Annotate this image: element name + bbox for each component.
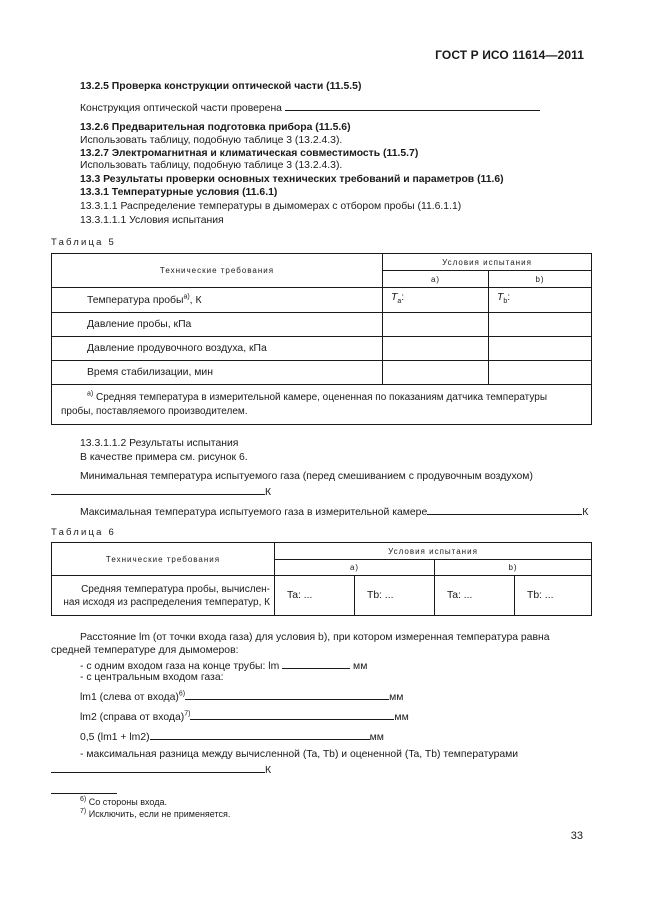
table6-col-requirements: Технические требования xyxy=(52,543,275,576)
table5-cell-ta: $T_a$: xyxy=(383,288,489,313)
table5-col-requirements: Технические требования xyxy=(52,254,383,288)
fill-line xyxy=(190,710,394,720)
footnote-divider xyxy=(51,793,117,794)
central-inlet-text: - с центральным входом газа: xyxy=(80,672,224,683)
heading-13-3-1: 13.3.1 Температурные условия (11.6.1) xyxy=(80,187,278,198)
table6-cell-b-tb: Tb: ... xyxy=(515,576,592,616)
table6-caption: Таблица 6 xyxy=(51,527,116,538)
fill-line xyxy=(51,485,265,495)
table6 xyxy=(51,542,592,616)
fill-line xyxy=(427,505,582,515)
heading-13-2-6: 13.2.6 Предварительная подготовка прибора (11.5.6) xyxy=(80,122,351,133)
max-diff-line: К xyxy=(51,763,271,777)
para-13-3-1-1-1: 13.3.1.1.1 Условия испытания xyxy=(80,215,224,226)
table5-note: $^{а)}$ Средняя температура в измерительной камере, оцененная по показаниям датчика температуры пробы, поставляемого производителем. xyxy=(52,385,592,425)
distance-text-1: Расстояние lm (от точки входа газа) для условия b), при котором измеренная температура равна xyxy=(80,632,550,643)
max-temp-line: Максимальная температура испытуемого газа в измерительной камере К xyxy=(80,507,589,518)
fill-line xyxy=(185,690,389,700)
table6-cell-a-ta: Ta: ... xyxy=(275,576,355,616)
lm1-line: lm1 (слева от входа)$^{6)}$ мм xyxy=(80,690,404,703)
single-inlet-line: - с одним входом газа на конце трубы: lm мм xyxy=(80,661,368,672)
heading-13-2-7: 13.2.7 Электромагнитная и климатическая совместимость (11.5.7) xyxy=(80,148,419,159)
table5 xyxy=(51,253,592,425)
lm2-line: lm2 (справа от входа)$^{7)}$ мм xyxy=(80,710,409,723)
table-row xyxy=(52,576,592,616)
heading-13-3: 13.3 Результаты проверки основных технических требований и параметров (11.6) xyxy=(80,174,504,185)
para-13-3-1-1: 13.3.1.1 Распределение температуры в дымомерах с отбором пробы (11.6.1.1) xyxy=(80,201,462,212)
table6-cell-a-tb: Tb: ... xyxy=(355,576,435,616)
table6-cell-b-ta: Ta: ... xyxy=(435,576,515,616)
fill-line xyxy=(282,659,350,669)
table5-cell-tb: $T_b$: xyxy=(489,288,592,313)
table5-col-b: b) xyxy=(489,271,592,288)
table-row xyxy=(52,288,592,313)
min-temp-line: К xyxy=(51,485,271,499)
table-row xyxy=(52,337,592,361)
table-row xyxy=(52,361,592,385)
min-temp-text: Минимальная температура испытуемого газа (перед смешиванием с продувочным воздухом) xyxy=(80,471,533,482)
heading-13-2-5: 13.2.5 Проверка конструкции оптической части (11.5.5) xyxy=(80,81,362,92)
table6-col-a: а) xyxy=(275,560,435,576)
text-13-2-7: Использовать таблицу, подобную таблице 3 (13.2.4.3). xyxy=(80,160,343,171)
max-diff-text: - максимальная разница между вычисленной (Ta, Tb) и оцененной (Ta, Tb) температурами xyxy=(80,749,519,760)
optical-check-line xyxy=(80,101,540,115)
table5-caption: Таблица 5 xyxy=(51,237,116,248)
distance-text-2: средней температуре для дымомеров: xyxy=(51,645,239,656)
table5-row-pressure: Давление пробы, кПа xyxy=(52,313,383,337)
table6-row-label: Средняя температура пробы, вычислен- ная исходя из распределения температур, К xyxy=(52,576,275,616)
table5-col-conditions: Условия испытания xyxy=(383,254,592,271)
footnote-7: $^{7)}$ Исключить, если не применяется. xyxy=(80,808,231,819)
page-number: 33 xyxy=(570,830,583,842)
optical-check-label: Конструкция оптической части проверена xyxy=(80,103,282,114)
fill-line xyxy=(150,730,370,740)
table6-col-b: b) xyxy=(435,560,592,576)
para-13-3-1-1-2: 13.3.1.1.2 Результаты испытания xyxy=(80,438,239,449)
text-13-2-6: Использовать таблицу, подобную таблице 3 (13.2.4.3). xyxy=(80,135,343,146)
document-header: ГОСТ Р ИСО 11614—2011 xyxy=(435,48,584,62)
footnote-6: $^{6)}$ Со стороны входа. xyxy=(80,796,167,807)
table-row xyxy=(52,313,592,337)
avg-line: 0,5 (lm1 + lm2) мм xyxy=(80,732,384,743)
table5-col-a: а) xyxy=(383,271,489,288)
see-figure: В качестве примера см. рисунок 6. xyxy=(80,452,248,463)
table-row xyxy=(52,385,592,425)
fill-line xyxy=(285,101,540,111)
table5-row-stabilization: Время стабилизации, мин xyxy=(52,361,383,385)
table5-row-temperature: Температура пробы$^{а)}$, К xyxy=(52,288,383,313)
fill-line xyxy=(51,763,265,773)
table6-col-conditions: Условия испытания xyxy=(275,543,592,560)
table5-row-purge-pressure: Давление продувочного воздуха, кПа xyxy=(52,337,383,361)
